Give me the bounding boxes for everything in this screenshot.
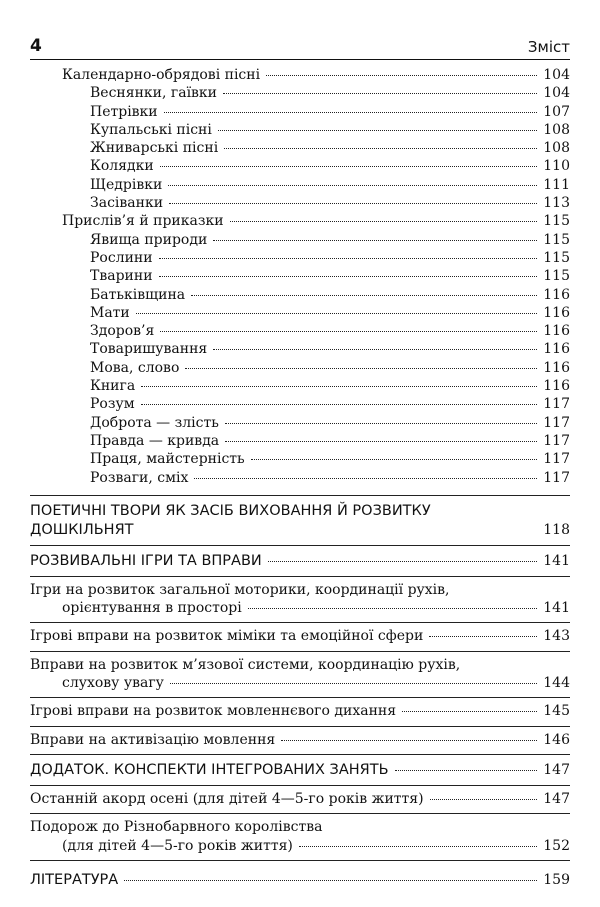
dot-leader xyxy=(266,75,537,76)
toc-entry[interactable]: Тварини 115 xyxy=(90,268,570,285)
toc-entry[interactable]: Здоров’я 116 xyxy=(90,323,570,340)
toc-entry[interactable]: Веснянки, гаївки 104 xyxy=(90,85,570,102)
toc-entry[interactable]: Петрівки 107 xyxy=(90,103,570,120)
toc-section-games[interactable]: РОЗВИВАЛЬНІ ІГРИ ТА ВПРАВИ 141 xyxy=(30,545,570,576)
toc-entry[interactable]: Ігрові вправи на розвиток мовленнєвого дихання 145 xyxy=(30,697,570,725)
dot-leader xyxy=(230,221,538,222)
toc-entry[interactable]: Колядки 110 xyxy=(90,158,570,175)
running-title: Зміст xyxy=(527,38,570,56)
toc-section-literature[interactable]: ЛІТЕРАТУРА 159 xyxy=(30,860,570,895)
running-header xyxy=(30,34,570,60)
toc-entry[interactable]: Батьківщина 116 xyxy=(90,286,570,303)
toc-entry[interactable]: Мова, слово 116 xyxy=(90,359,570,376)
toc-entry[interactable]: Вправи на розвиток м’язової системи, координацію рухів, слухову увагу 144 xyxy=(30,651,570,698)
toc-entry[interactable]: Вправи на активізацію мовлення 146 xyxy=(30,726,570,754)
page-number: 4 xyxy=(30,36,42,56)
toc-entry[interactable]: Ігрові вправи на розвиток міміки та емоційної сфери 143 xyxy=(30,622,570,650)
toc-entry[interactable]: Щедрівки 111 xyxy=(90,176,570,193)
toc-entry-calendar-songs[interactable]: Календарно-обрядові пісні 104 xyxy=(62,67,570,83)
toc-entry[interactable]: Останній акорд осені (для дітей 4—5-го років життя) 147 xyxy=(30,785,570,813)
toc-entry[interactable]: Правда — кривда 117 xyxy=(90,432,570,449)
table-of-contents xyxy=(30,66,570,895)
toc-entry[interactable]: Книга 116 xyxy=(90,378,570,395)
toc-entry[interactable]: Явища природи 115 xyxy=(90,231,570,248)
toc-entry[interactable]: Розум 117 xyxy=(90,396,570,413)
toc-entry[interactable]: Засіванки 113 xyxy=(90,195,570,212)
toc-section-appendix[interactable]: ДОДАТОК. КОНСПЕКТИ ІНТЕГРОВАНИХ ЗАНЯТЬ 147 xyxy=(30,754,570,785)
toc-entry[interactable]: Рослини 115 xyxy=(90,249,570,266)
toc-entry[interactable]: Купальські пісні 108 xyxy=(90,121,570,138)
toc-entry[interactable]: Праця, майстерність 117 xyxy=(90,451,570,468)
toc-section-poetic-works[interactable]: ПОЕТИЧНІ ТВОРИ ЯК ЗАСІБ ВИХОВАННЯ Й РОЗВИТКУ ДОШКІЛЬНЯТ 118 xyxy=(30,495,570,545)
toc-entry[interactable]: Товаришування 116 xyxy=(90,341,570,358)
toc-entry[interactable]: Мати 116 xyxy=(90,304,570,321)
toc-entry[interactable]: Доброта — злість 117 xyxy=(90,414,570,431)
toc-entry[interactable]: Жниварські пісні 108 xyxy=(90,140,570,157)
toc-entry[interactable]: Ігри на розвиток загальної моторики, координації рухів, орієнтування в просторі 141 xyxy=(30,576,570,623)
toc-entry-proverbs[interactable]: Прислів’я й приказки 115 xyxy=(62,213,570,230)
toc-entry[interactable]: Подорож до Різнобарвного королівства (для дітей 4—5-го років життя) 152 xyxy=(30,813,570,860)
toc-entry[interactable]: Розваги, сміх 117 xyxy=(90,469,570,486)
